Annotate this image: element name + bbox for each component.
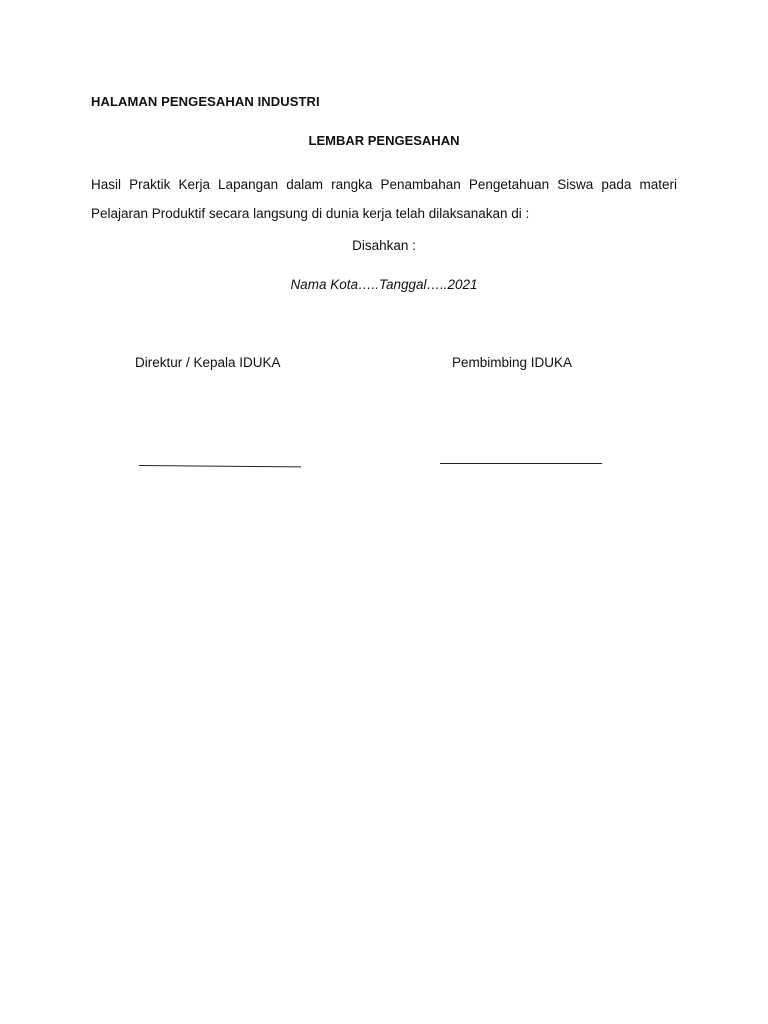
signature-label-director: Direktur / Kepala IDUKA xyxy=(135,355,281,370)
body-paragraph xyxy=(91,170,677,228)
approved-label: Disahkan : xyxy=(352,238,416,253)
signature-line-supervisor xyxy=(440,463,602,464)
document-title: LEMBAR PENGESAHAN xyxy=(308,133,460,148)
paragraph-line-1: Hasil Praktik Kerja Lapangan dalam rangka Penambahan Pengetahuan Siswa pada materi xyxy=(91,177,677,192)
signature-line-director xyxy=(139,465,301,467)
paragraph-line-2: Pelajaran Produktif secara langsung di dunia kerja telah dilaksanakan di : xyxy=(91,206,530,221)
place-date-line: Nama Kota…..Tanggal…..2021 xyxy=(290,277,478,292)
page-heading: HALAMAN PENGESAHAN INDUSTRI xyxy=(91,94,320,109)
signature-label-supervisor: Pembimbing IDUKA xyxy=(452,355,573,370)
